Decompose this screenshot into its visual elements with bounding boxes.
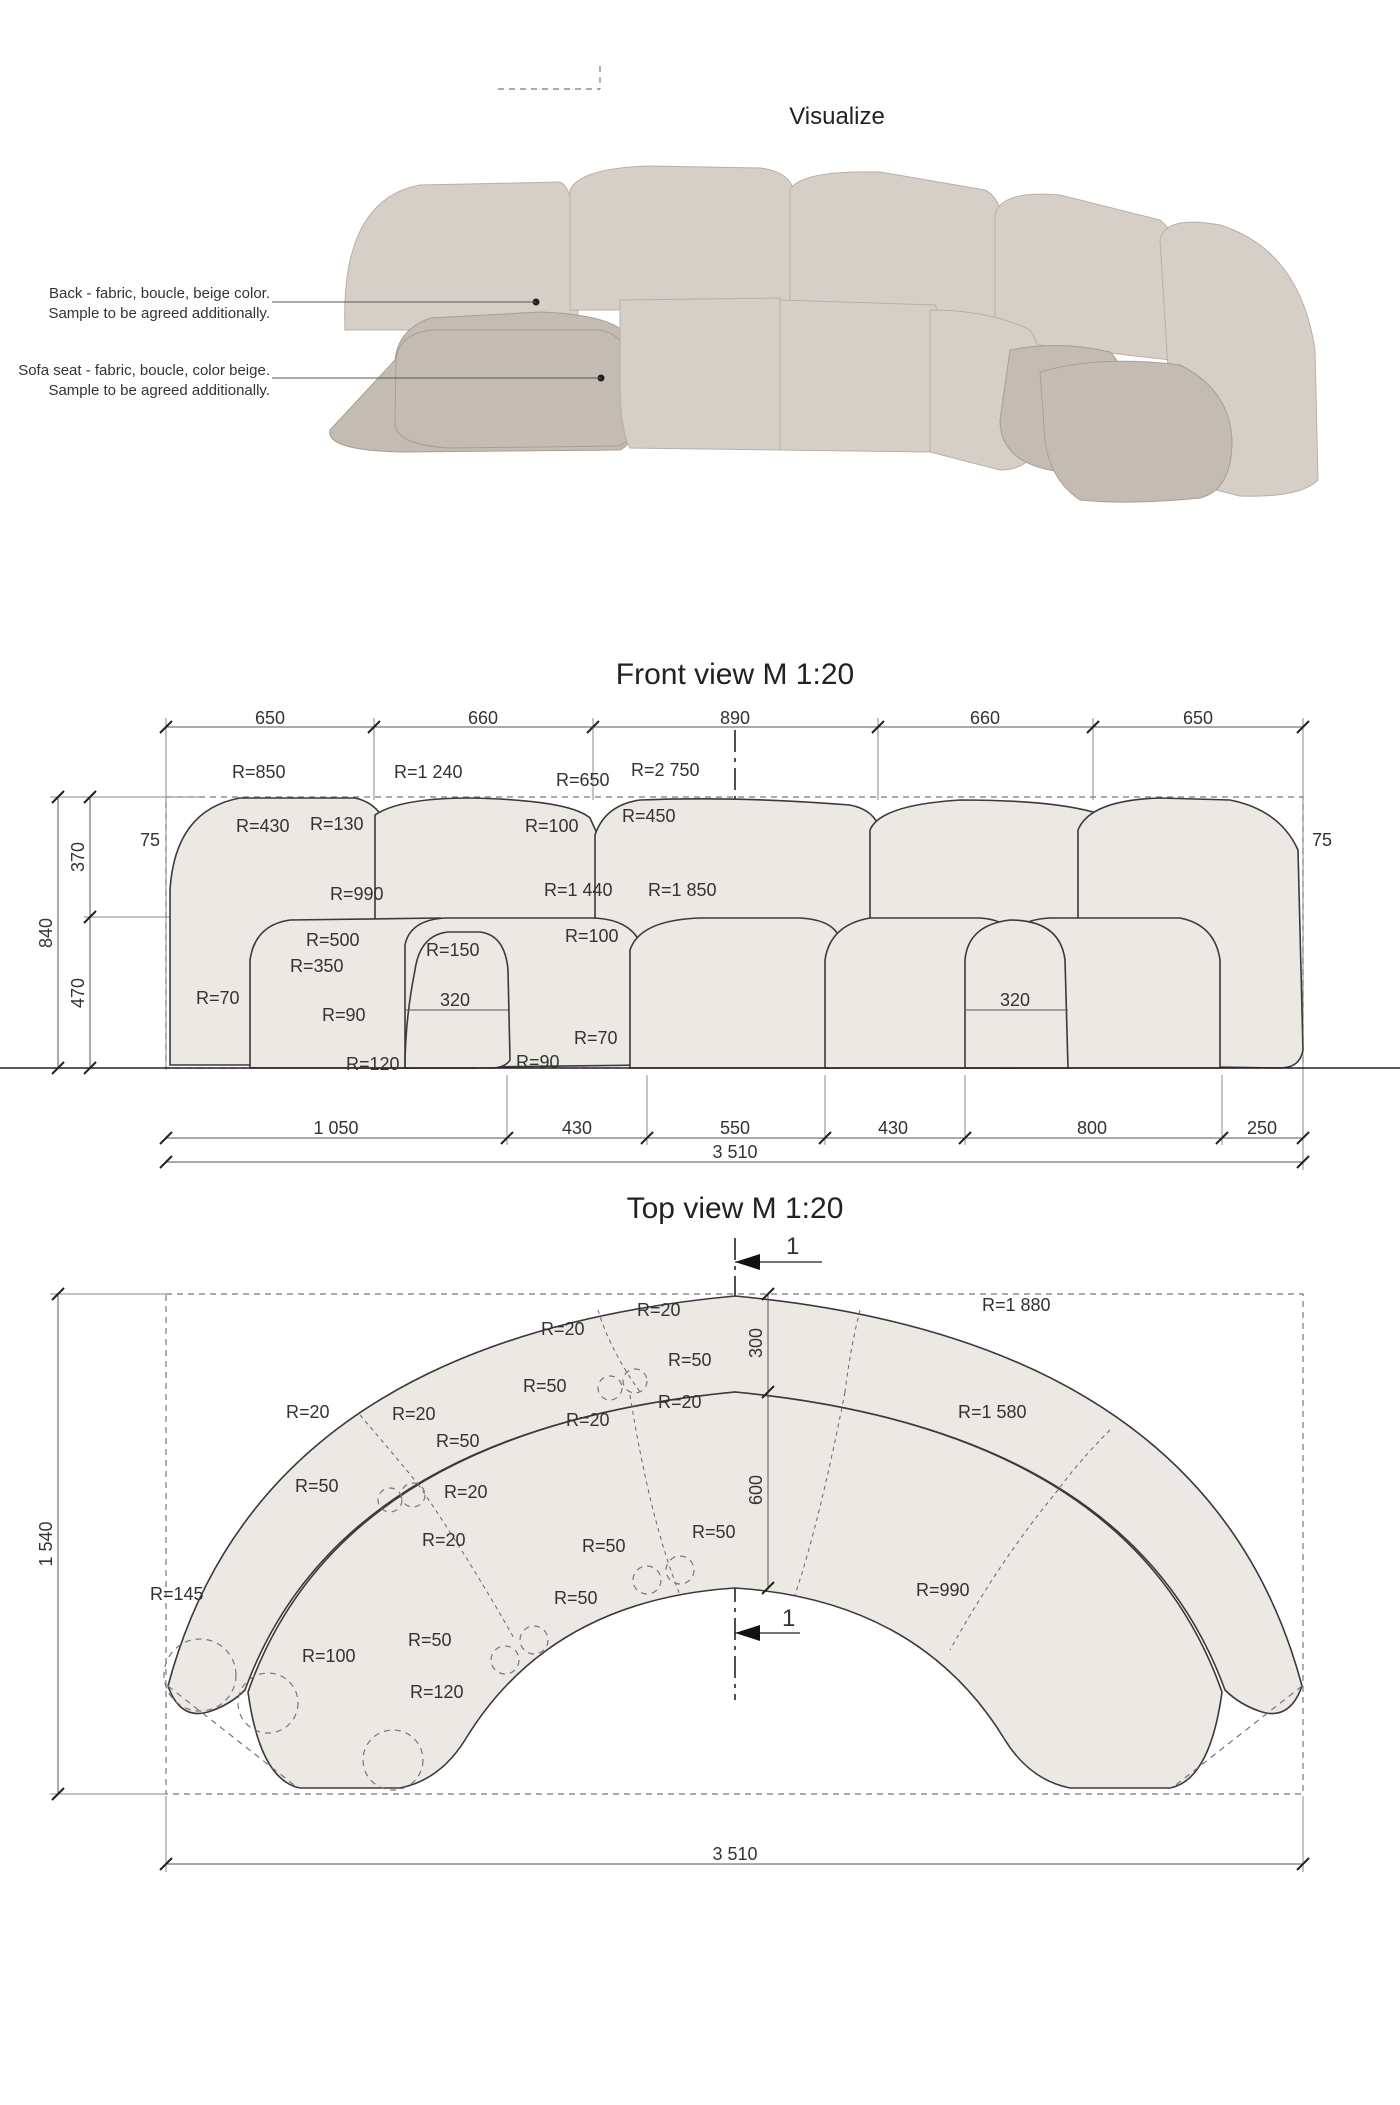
render-back-cushion xyxy=(570,166,795,310)
radius-label: R=50 xyxy=(408,1630,452,1650)
dim-side-right: 75 xyxy=(1311,830,1333,850)
radius-label: R=145 xyxy=(150,1584,204,1604)
dim-bottom-5: 800 xyxy=(1076,1118,1108,1138)
dim-inner-320a: 320 xyxy=(439,990,471,1010)
render-back-cushion xyxy=(345,182,578,330)
radius-label: R=20 xyxy=(444,1482,488,1502)
radius-label: R=50 xyxy=(668,1350,712,1370)
radius-label: R=1 240 xyxy=(394,762,463,782)
front-view-title: Front view M 1:20 xyxy=(615,658,855,691)
radius-label: R=90 xyxy=(516,1052,560,1072)
radius-label: R=20 xyxy=(566,1410,610,1430)
callout-seat-line1: Sofa seat - fabric, boucle, color beige. xyxy=(18,362,270,379)
radius-label: R=20 xyxy=(286,1402,330,1422)
dim-seat-depth: 600 xyxy=(746,1474,766,1506)
radius-label: R=70 xyxy=(196,988,240,1008)
radius-label: R=100 xyxy=(302,1646,356,1666)
radius-label: R=500 xyxy=(306,930,360,950)
dim-top-3: 890 xyxy=(719,708,751,728)
section-mark-bottom xyxy=(735,1605,800,1641)
callout-back-line1: Back - fabric, boucle, beige color. xyxy=(49,285,270,302)
radius-label: R=50 xyxy=(582,1536,626,1556)
render-seat-cushion xyxy=(620,298,780,450)
top-plan xyxy=(164,1296,1302,1790)
radius-label: R=50 xyxy=(295,1476,339,1496)
radius-label: R=120 xyxy=(346,1054,400,1074)
radius-label: R=2 750 xyxy=(631,760,700,780)
dim-top-4: 660 xyxy=(969,708,1001,728)
radius-label: R=20 xyxy=(541,1319,585,1339)
dim-bottom-4: 430 xyxy=(877,1118,909,1138)
radius-label: R=50 xyxy=(436,1431,480,1451)
callout-back-line2: Sample to be agreed additionally. xyxy=(48,305,270,322)
radius-label: R=20 xyxy=(422,1530,466,1550)
dim-height-back: 370 xyxy=(68,841,88,873)
radius-label: R=100 xyxy=(525,816,579,836)
radius-label: R=20 xyxy=(392,1404,436,1424)
render-seat-cushion xyxy=(1040,361,1232,502)
radius-label: R=1 580 xyxy=(958,1402,1027,1422)
visualize-title: Visualize xyxy=(789,103,885,130)
radius-label: R=20 xyxy=(658,1392,702,1412)
radius-label: R=50 xyxy=(692,1522,736,1542)
dim-top-5: 650 xyxy=(1182,708,1214,728)
section-label-top: 1 xyxy=(786,1233,800,1260)
render-back-cushion xyxy=(790,172,1003,320)
radius-label: R=850 xyxy=(232,762,286,782)
dim-height-total: 840 xyxy=(36,917,56,949)
sofa-render xyxy=(330,166,1318,502)
dim-bottom-3: 550 xyxy=(719,1118,751,1138)
render-seat-cushion xyxy=(780,300,942,452)
radius-label: R=50 xyxy=(523,1376,567,1396)
radius-label: R=990 xyxy=(916,1580,970,1600)
dim-bottom-1: 1 050 xyxy=(313,1118,359,1138)
radius-label: R=1 880 xyxy=(982,1295,1051,1315)
front-elevation xyxy=(0,798,1400,1068)
radius-label: R=70 xyxy=(574,1028,618,1048)
radius-label: R=150 xyxy=(426,940,480,960)
radius-label: R=1 440 xyxy=(544,880,613,900)
radius-label: R=990 xyxy=(330,884,384,904)
radius-label: R=100 xyxy=(565,926,619,946)
dim-overall-top: 3 510 xyxy=(712,1844,758,1864)
section-mark-top xyxy=(735,1233,822,1270)
radius-label: R=90 xyxy=(322,1005,366,1025)
radius-label: R=50 xyxy=(554,1588,598,1608)
dim-bottom-2: 430 xyxy=(561,1118,593,1138)
radius-label: R=350 xyxy=(290,956,344,976)
front-bottom-dimensions xyxy=(160,1075,1309,1168)
render-seat-cushion xyxy=(395,330,637,448)
dim-overall-front: 3 510 xyxy=(712,1142,758,1162)
dim-height-seat: 470 xyxy=(68,977,88,1009)
radius-label: R=450 xyxy=(622,806,676,826)
dim-side-left: 75 xyxy=(139,830,161,850)
top-view-title: Top view M 1:20 xyxy=(626,1192,844,1225)
dim-depth: 1 540 xyxy=(36,1521,56,1567)
callout-seat-line2: Sample to be agreed additionally. xyxy=(48,382,270,399)
dim-bottom-6: 250 xyxy=(1246,1118,1278,1138)
dim-back-depth: 300 xyxy=(746,1327,766,1359)
dim-top-1: 650 xyxy=(254,708,286,728)
dim-top-2: 660 xyxy=(467,708,499,728)
radius-label: R=650 xyxy=(556,770,610,790)
radius-label: R=20 xyxy=(637,1300,681,1320)
radius-label: R=120 xyxy=(410,1682,464,1702)
front-seat-cushion xyxy=(630,918,840,1068)
section-label-bottom: 1 xyxy=(782,1605,796,1632)
radius-label: R=430 xyxy=(236,816,290,836)
dim-inner-320b: 320 xyxy=(999,990,1031,1010)
radius-label: R=130 xyxy=(310,814,364,834)
radius-label: R=1 850 xyxy=(648,880,717,900)
